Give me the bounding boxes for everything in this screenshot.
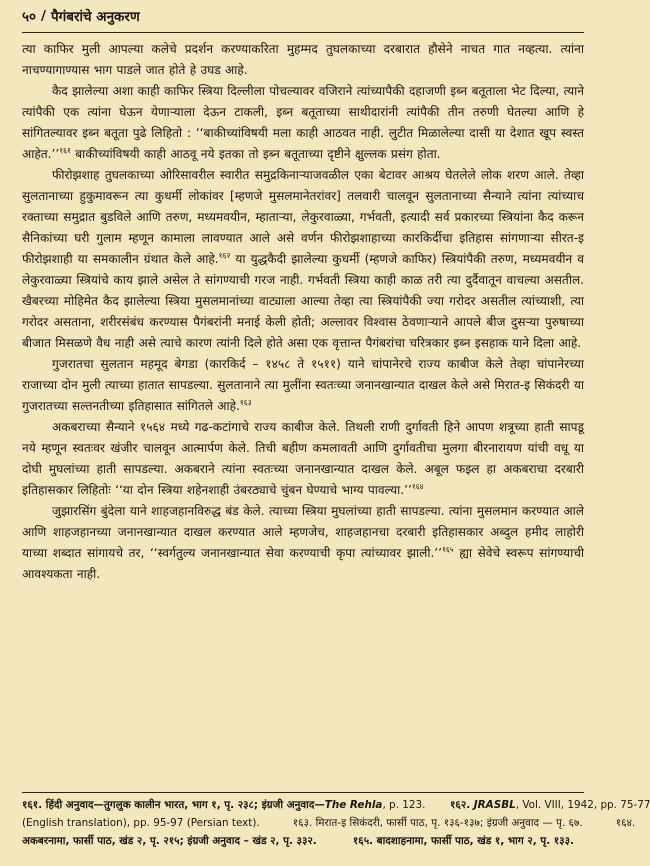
paragraph-text: जुझारसिंग बुंदेला याने शाहजहानविरुद्ध बंड केले. त्याच्या स्त्रिया मुघलांच्या हाती सापडल्या. त्यांना मुसलमान करण्यात आले आणि शाहजहानच्या जनानखान्यात दाखल करण्यात आले म्हणजेच, शाहजहानचा दरबारी इतिहासकार अब्दुल हमीद लाहोरी याच्या शब्दात सांगायचे तर, ‘‘स्वर्गतुल्य जनानखान्यात सेवा करण्याची कृपा त्यांच्यावर झाली.’’ (22, 504, 584, 560)
footnote-line: अकबरनामा, फार्सी पाठ, खंड २, पृ. २१५; इंग्रजी अनुवाद – खंड २, पृ. ३३२. १६५. बादशाहनामा, फार्सी पाठ, खंड १, भाग २, पृ. १३३. (22, 835, 574, 847)
footnote-ref: १६५ (442, 544, 454, 554)
footnote-ref: १६२ (218, 250, 231, 260)
paragraph-text: बाकीच्यांविषयी काही आठवू नये इतका तो इब्न बतूताच्या दृष्टीने क्षुल्लक प्रसंग होता. (75, 147, 441, 161)
paragraph (22, 417, 584, 501)
paragraph-text: त्या काफिर मुली आपल्या कलेचे प्रदर्शन करण्याकरिता मुहम्मद तुघलकाच्या दरबारात हौसेने नाचत गात नव्हत्या. त्यांना नाचण्यागाण्यास भाग पाडले जात होते हे उघड आहे. (22, 42, 584, 77)
footnote-text: १६२. (450, 799, 474, 811)
paragraph-text: फीरोझशाह तुघलकाच्या ओरिसावरील स्वारीत समुद्रकिनाऱ्याजवळील एका बेटावर आश्रय घेतलेले लोक शरण आले. तेव्हा सुलतानाच्या हुकुमावरून त्या कुधर्मी लोकांवर [म्हणजे मुसलमानेतरांवर] तलवारी चालवून सुलतानाच्या सैन्याने त्यांना त्यांच्याच रक्ताच्या समुद्रात बुडविले आणि तरुण, मध्यमवयीन, म्हाताऱ्या, लेकुरवाळ्या, गर्भवती, इत्यादी सर्व प्रकारच्या स्त्रियांना कैद करून सैनिकांच्या घरी गुलाम म्हणून कामाला लावण्यात आले असे वर्णन फीरोझशाहाच्या कारकिर्दीचा इतिहास सांगणाऱ्या सीरत-इ फीरोझशाही या समकालीन ग्रंथात केले आहे. (22, 168, 584, 266)
paragraph-text: या युद्धकैदी झालेल्या कुधर्मी (म्हणजे काफिर) स्त्रियांपैकी तरुण, मध्यमवयीन व लेकुरवाळ्या स्त्रियांचे काय झाले असेल ते सांगण्याची गरज नाही. गर्भवती स्त्रिया काही काळ तरी त्या दुर्दैवातून वाचल्या असतील. खैबरच्या मोहिमेत कैद झालेल्या स्त्रिया मुसलमानांच्या वाट्याला आल्या तेव्हा त्या स्त्रियांपैकी ज्या गरोदर असतील त्यांच्याशी, त्या गरोदर असताना, शरीरसंबंध करण्यास पैगंबरांनी मनाई केली होती; अल्लावर विश्वास ठेवणाऱ्याने आपले बीज दुसऱ्या पुरुषाच्या बीजात मिसळणे वैध नाही असे त्याचे कारण त्यांनी दिले होते असा एक वृत्तान्त पैगंबरांचा चरित्रकार इब्न इसहाक याने दिला आहे. (22, 252, 584, 350)
footnote-text: , p. 123. (382, 799, 426, 811)
footnotes (22, 792, 650, 850)
footnote-ref: १६१ (59, 145, 71, 155)
paragraph-text: कैद झालेल्या अशा काही काफिर स्त्रिया दिल्लीला पोचल्यावर वजिराने त्यांच्यापैकी दहाजणी इब्न बतूताला भेट दिल्या, त्याने त्यांपैकी एक त्यांना घेऊन येणाऱ्याला देऊन टाकली, इब्न बतूताच्या साथीदारांनी त्यांपैकी तीन तरुणी घेतल्या आणि हे सांगितल्यावर इब्न बतूता पुढे लिहितो : ‘‘बाकीच्यांविषयी मला काही आठवत नाही. लुटीत मिळालेल्या दासी या देशात खूप स्वस्त आहेत.’’ (22, 84, 584, 161)
paragraph (22, 165, 584, 354)
footnote-ref: १६४ (411, 481, 424, 491)
footnote-italic: The Rehla (324, 799, 383, 811)
footnote-text: १६१. हिंदी अनुवाद—तुगलुक कालीन भारत, भाग १, पृ. २३८; इंग्रजी अनुवाद— (22, 799, 325, 811)
page-body (22, 33, 584, 585)
footnote-ref: १६३ (239, 397, 252, 407)
header-separator: / (41, 8, 46, 24)
paragraph (22, 501, 584, 585)
page-header (22, 0, 584, 33)
footnote-line: (English translation), pp. 95-97 (Persian text). १६३. मिरात-इ सिकंदरी, फार्सी पाठ, पृ. १३६-१३७; इंग्रजी अनुवाद — पृ. ६७. १६४. (22, 817, 636, 829)
page-number: ५० (22, 9, 37, 25)
paragraph-text: गुजरातचा सुलतान महमूद बेगडा (कारकिर्द – १४५८ ते १५११) याने चांपानेरचे राज्य काबीज केले तेव्हा चांपानेरच्या राजाच्या दोन मुली त्याच्या हातात सापडल्या. सुलतानाने त्या मुलींना स्वतःच्या जनानखान्यात दाखल केले असे मिरात-इ सिकंदरी या गुजरातच्या सल्तनतीच्या इतिहासात सांगितले आहे. (22, 357, 584, 413)
paragraph-text: अकबराच्या सैन्याने १५६४ मध्ये गढ-कटांगाचे राज्य काबीज केले. तिथली राणी दुर्गावती हिने आपण शत्रूच्या हाती सापडू नये म्हणून स्वतःवर खंजीर चालवून आत्मार्पण केले. तिची बहीण कमलावती आणि दुर्गावतीचा मुलगा बीरनारायण यांची वधू या दोघी मुघलांच्या हाती सापडल्या. अकबराने त्यांना स्वतःच्या जनानखान्यात दाखल केले. अबूल फझ्ल हा अकबराचा दरबारी इतिहासकार लिहितोः ‘‘या दोन स्त्रिया शहेनशाही उंबरठ्याचे चुंबन घेण्याचे भाग्य पावल्या.’’ (22, 420, 584, 497)
footnote-text: , Vol. VIII, 1942, pp. 75-77 (515, 799, 650, 811)
paragraph (22, 81, 584, 165)
footnote-italic: JRASBL (473, 799, 516, 811)
paragraph (22, 39, 584, 81)
footnote-line (22, 796, 650, 814)
book-title: पैगंबरांचे अनुकरण (50, 9, 140, 25)
paragraph (22, 354, 584, 417)
paragraph-text: ह्या सेवेचे स्वरूप सांगण्याची आवश्यकता नाही. (22, 546, 585, 581)
